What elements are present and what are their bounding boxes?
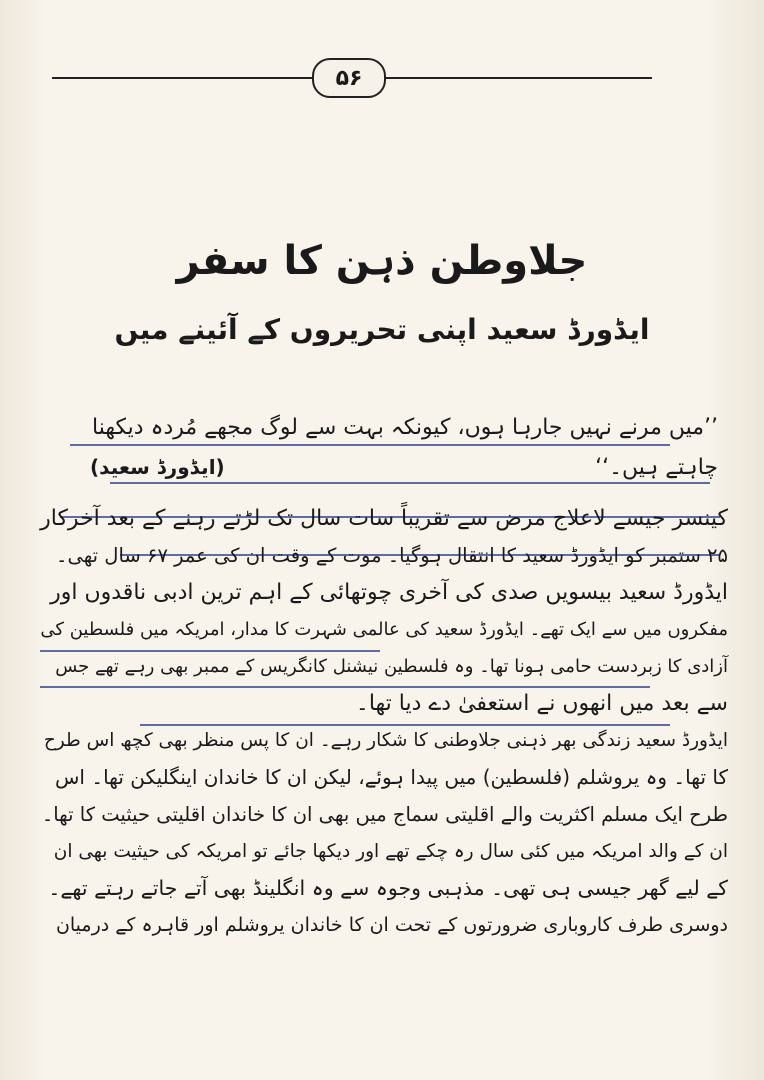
epigraph-attribution: (ایڈورڈ سعید) bbox=[90, 455, 225, 479]
body-line: ان کے والد امریکہ میں کئی سال رہ چکے تھے اور دیکھا جائے تو امریکہ کی حیثیت بھی ان bbox=[53, 841, 728, 862]
article-body bbox=[40, 500, 728, 944]
body-line: سے بعد میں انھوں نے استعفیٰ دے دیا تھا۔ bbox=[355, 691, 728, 716]
page-number: ۵۶ bbox=[312, 58, 386, 98]
chapter-subtitle: ایڈورڈ سعید اپنی تحریروں کے آئینے میں bbox=[114, 313, 650, 346]
body-line: مفکروں میں سے ایک تھے۔ ایڈورڈ سعید کی عالمی شہرت کا مدار، امریکہ میں فلسطین کی bbox=[40, 619, 728, 640]
chapter-title: جلاوطن ذہن کا سفر bbox=[176, 238, 588, 284]
ink-underline bbox=[70, 444, 670, 446]
body-line: کے لیے گھر جیسی ہی تھی۔ مذہبی وجوہ سے وہ انگلینڈ بھی آتے جاتے رہتے تھے۔ bbox=[48, 876, 728, 900]
body-line: ۲۵ ستمبر کو ایڈورڈ سعید کا انتقال ہوگیا۔ موت کے وقت ان کی عمر ۶۷ سال تھی۔ bbox=[56, 544, 728, 567]
ink-underline bbox=[110, 482, 710, 484]
body-line: دوسری طرف کاروباری ضرورتوں کے تحت ان کا خاندان یروشلم اور قاہرہ کے درمیان bbox=[55, 914, 728, 936]
body-line: کینسر جیسے لاعلاج مرض سے تقریباً سات سال تک لڑتے رہنے کے بعد آخرکار bbox=[40, 506, 728, 531]
epigraph-quote: ’’میں مرنے نہیں جارہا ہوں، کیونکہ بہت سے لوگ مجھے مُردہ دیکھنا چاہتے ہیں۔‘‘ bbox=[92, 415, 718, 480]
body-line: آزادی کا زبردست حامی ہونا تھا۔ وہ فلسطین نیشنل کانگریس کے ممبر بھی رہے تھے جس bbox=[55, 656, 728, 677]
body-line: ایڈورڈ سعید بیسویں صدی کی آخری چوتھائی کے اہم ترین ادبی ناقدوں اور bbox=[50, 580, 728, 605]
body-line: طرح ایک مسلم اکثریت والے اقلیتی سماج میں بھی ان کا خاندان اقلیتی حیثیت کا تھا۔ bbox=[41, 803, 728, 826]
body-line: ایڈورڈ سعید زندگی بھر ذہنی جلاوطنی کا شکار رہے۔ ان کا پس منظر بھی کچھ اس طرح bbox=[43, 730, 728, 751]
body-line: کا تھا۔ وہ یروشلم (فلسطین) میں پیدا ہوئے، لیکن ان کا خاندان اینگلیکن تھا۔ اس bbox=[55, 765, 728, 789]
